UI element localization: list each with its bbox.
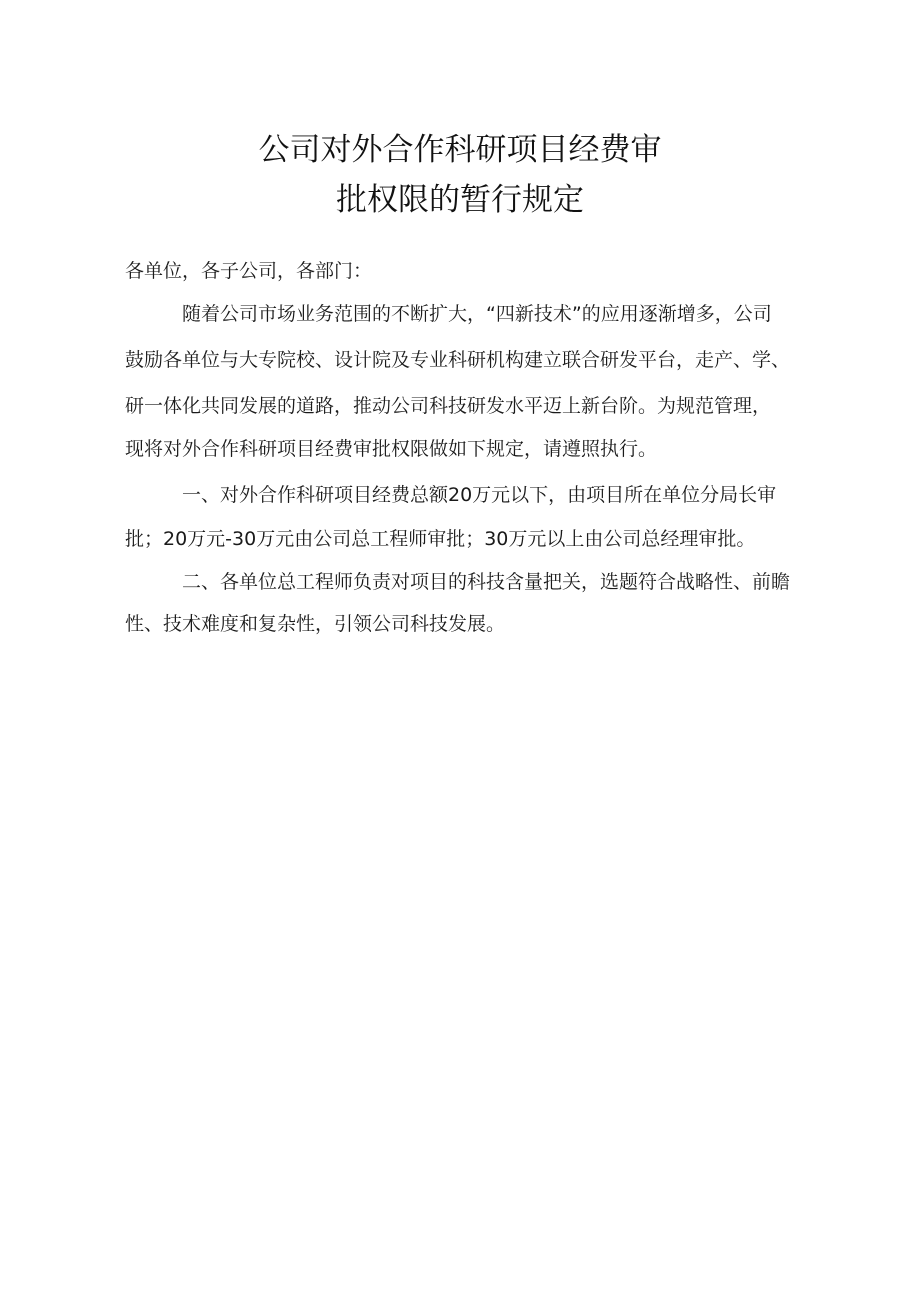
salutation: 各单位，各子公司，各部门： <box>125 260 373 282</box>
paragraph-2-line-2: 批；20万元-30万元由公司总工程师审批；30万元以上由公司总经理审批。 <box>125 528 756 550</box>
document-title-line-1: 公司对外合作科研项目经费审 <box>258 132 662 168</box>
paragraph-1-line-4: 现将对外合作科研项目经费审批权限做如下规定，请遵照执行。 <box>125 438 658 460</box>
paragraph-1-line-1: 随着公司市场业务范围的不断扩大，“四新技术”的应用逐渐增多，公司 <box>182 303 772 325</box>
paragraph-1-line-2: 鼓励各单位与大专院校、设计院及专业科研机构建立联合研发平台，走产、学、 <box>125 349 791 371</box>
paragraph-1-line-3: 研一体化共同发展的道路，推动公司科技研发水平迈上新台阶。为规范管理， <box>125 395 772 417</box>
paragraph-3-line-2: 性、技术难度和复杂性，引领公司科技发展。 <box>125 613 506 635</box>
paragraph-2-line-1: 一、对外合作科研项目经费总额20万元以下，由项目所在单位分局长审 <box>182 484 777 506</box>
document-title-line-2: 批权限的暂行规定 <box>336 182 584 218</box>
paragraph-3-line-1: 二、各单位总工程师负责对项目的科技含量把关，选题符合战略性、前瞻 <box>182 571 791 593</box>
